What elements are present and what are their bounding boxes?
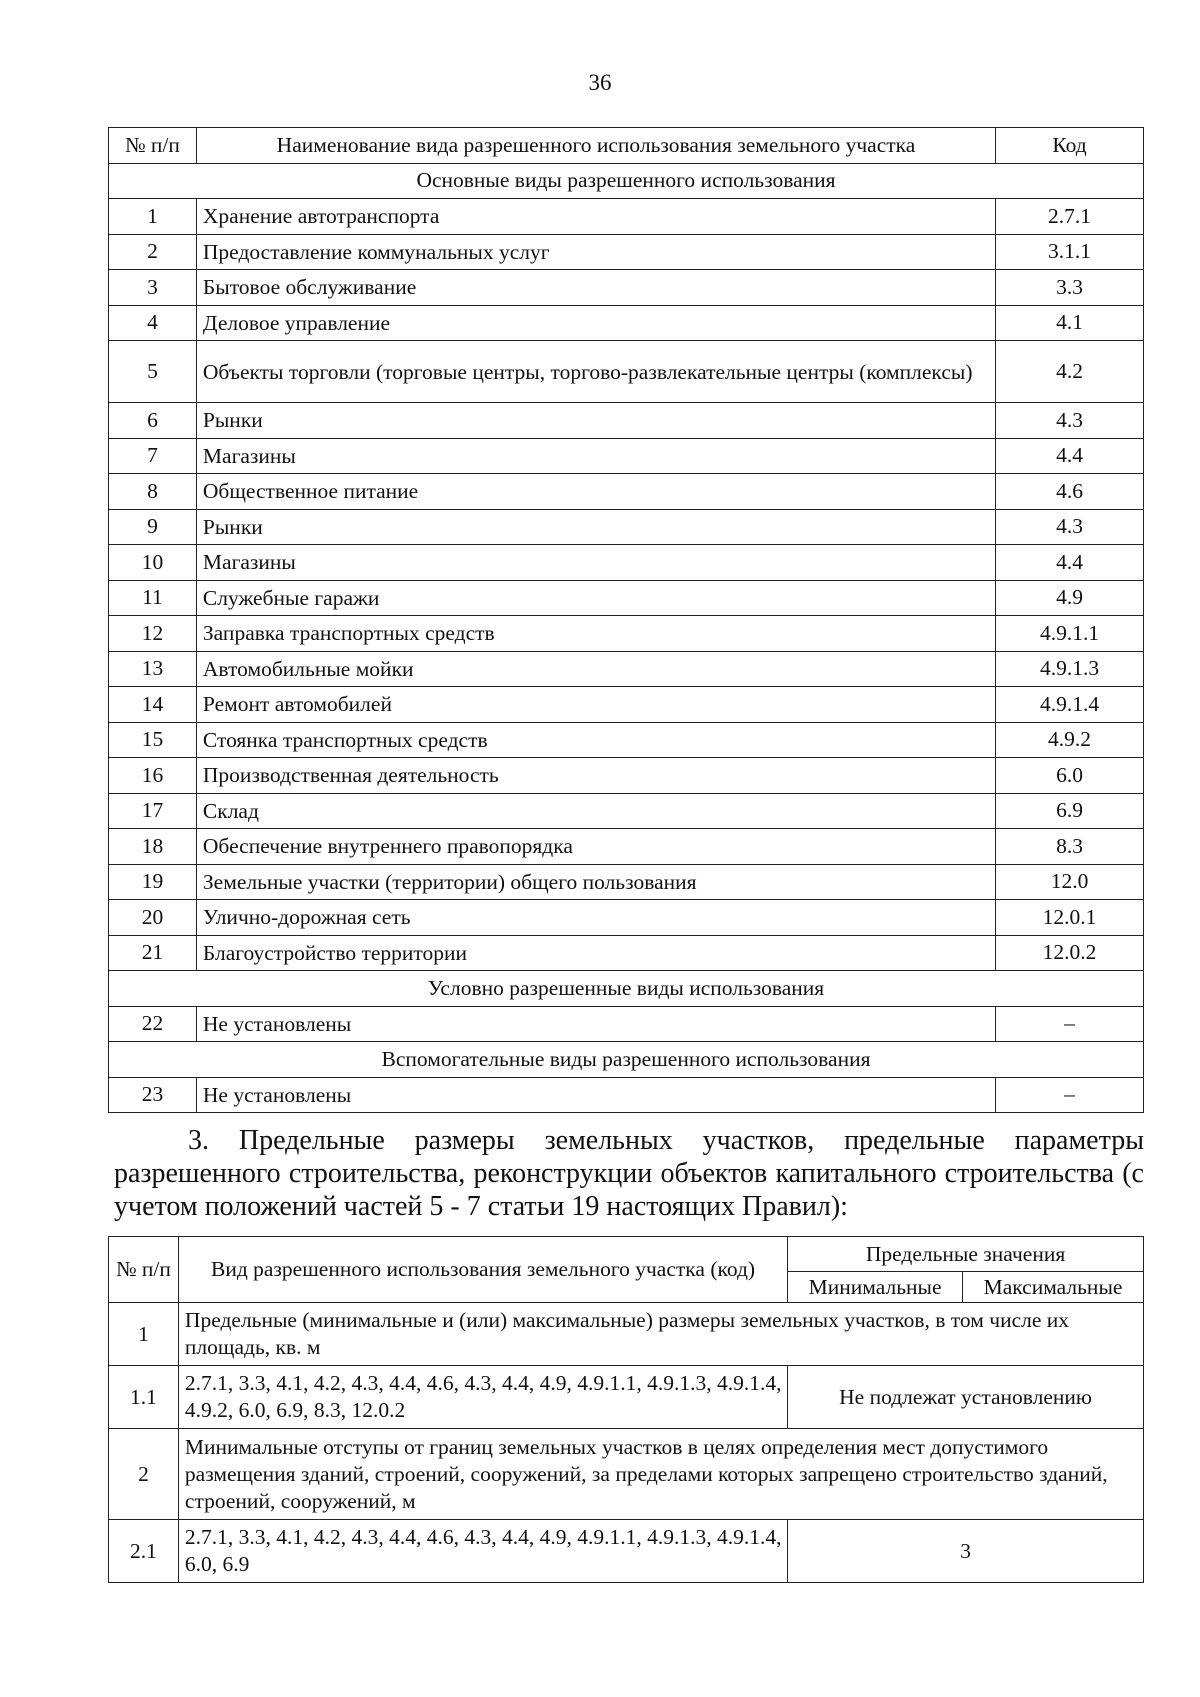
row-name: Не установлены	[196, 1077, 995, 1113]
header-code: Код	[996, 128, 1144, 164]
row-code: 4.4	[996, 545, 1144, 581]
row-num: 15	[109, 722, 197, 758]
row-num: 10	[109, 545, 197, 581]
row-num: 3	[109, 270, 197, 306]
row-num: 20	[109, 900, 197, 936]
row-code: 3.1.1	[996, 234, 1144, 270]
row-num: 16	[109, 758, 197, 794]
row-name: Земельные участки (территории) общего пользования	[196, 864, 995, 900]
row-num: 14	[109, 687, 197, 723]
row-code: 4.6	[996, 474, 1144, 510]
row-num: 5	[109, 341, 197, 403]
table-row	[109, 341, 1144, 403]
row-name: Рынки	[196, 403, 995, 439]
header-limits: Предельные значения	[788, 1237, 1144, 1272]
table-row	[109, 580, 1144, 616]
section-title: Вспомогательные виды разрешенного использования	[109, 1042, 1144, 1078]
row-name: Не установлены	[196, 1006, 995, 1042]
row-code: 2.7.1	[996, 199, 1144, 235]
table-row	[109, 722, 1144, 758]
table-row	[109, 545, 1144, 581]
row-num: 11	[109, 580, 197, 616]
row-code: 4.1	[996, 305, 1144, 341]
row-num: 18	[109, 829, 197, 865]
table-row	[109, 234, 1144, 270]
row-name: Деловое управление	[196, 305, 995, 341]
row-code: 4.4	[996, 438, 1144, 474]
row-name: Общественное питание	[196, 474, 995, 510]
row-name: Хранение автотранспорта	[196, 199, 995, 235]
section-row	[109, 1042, 1144, 1078]
row-code: 6.0	[996, 758, 1144, 794]
row-code: 12.0.1	[996, 900, 1144, 936]
row-name: Ремонт автомобилей	[196, 687, 995, 723]
table-row	[109, 758, 1144, 794]
table-row	[109, 793, 1144, 829]
row-code: 4.9	[996, 580, 1144, 616]
row-code: –	[996, 1077, 1144, 1113]
row-code: 6.9	[996, 793, 1144, 829]
row-name: Автомобильные мойки	[196, 651, 995, 687]
section-title: Основные виды разрешенного использования	[109, 163, 1144, 199]
row-code: 4.9.1.1	[996, 616, 1144, 652]
row-name: Объекты торговли (торговые центры, торгово-развлекательные центры (комплексы)	[196, 341, 995, 403]
row-code: –	[996, 1006, 1144, 1042]
table-row	[109, 403, 1144, 439]
row-value: 3	[788, 1520, 1144, 1583]
header-num: № п/п	[109, 1237, 179, 1303]
row-code: 3.3	[996, 270, 1144, 306]
row-name: Обеспечение внутреннего правопорядка	[196, 829, 995, 865]
row-code: 4.9.1.3	[996, 651, 1144, 687]
row-num: 9	[109, 509, 197, 545]
table-header-row	[109, 128, 1144, 164]
table-row	[109, 829, 1144, 865]
header-num: № п/п	[109, 128, 197, 164]
row-num: 1.1	[109, 1366, 179, 1429]
row-name: Предоставление коммунальных услуг	[196, 234, 995, 270]
row-text: Предельные (минимальные и (или) максимальные) размеры земельных участков, в том числе их площадь, кв. м	[178, 1303, 1143, 1366]
row-num: 17	[109, 793, 197, 829]
table-row	[109, 1077, 1144, 1113]
row-num: 1	[109, 1303, 179, 1366]
header-max: Максимальные	[963, 1272, 1144, 1303]
table-row	[109, 1303, 1144, 1366]
row-name: Благоустройство территории	[196, 935, 995, 971]
table-row	[109, 935, 1144, 971]
table-row	[109, 1366, 1144, 1429]
permitted-uses-body	[109, 163, 1144, 1113]
row-num: 2	[109, 1429, 179, 1520]
table-row	[109, 1520, 1144, 1583]
row-num: 21	[109, 935, 197, 971]
row-name: Магазины	[196, 438, 995, 474]
row-codes: 2.7.1, 3.3, 4.1, 4.2, 4.3, 4.4, 4.6, 4.3, 4.4, 4.9, 4.9.1.1, 4.9.1.3, 4.9.1.4, 4.9.2, 6.0, 6.9, 8.3, 12.0.2	[178, 1366, 787, 1429]
row-text: Минимальные отступы от границ земельных участков в целях определения мест допустимого размещения зданий, строений, сооружений, за пределами которых запрещено строительство зданий, строений, сооружений, м	[178, 1429, 1143, 1520]
page-number: 36	[588, 70, 612, 95]
row-name: Склад	[196, 793, 995, 829]
row-num: 8	[109, 474, 197, 510]
table-row	[109, 651, 1144, 687]
row-codes: 2.7.1, 3.3, 4.1, 4.2, 4.3, 4.4, 4.6, 4.3, 4.4, 4.9, 4.9.1.1, 4.9.1.3, 4.9.1.4, 6.0, 6.9	[178, 1520, 787, 1583]
row-code: 12.0.2	[996, 935, 1144, 971]
row-num: 6	[109, 403, 197, 439]
row-code: 4.3	[996, 403, 1144, 439]
row-num: 4	[109, 305, 197, 341]
row-name: Служебные гаражи	[196, 580, 995, 616]
row-name: Рынки	[196, 509, 995, 545]
row-name: Магазины	[196, 545, 995, 581]
row-num: 23	[109, 1077, 197, 1113]
permitted-uses-table	[108, 127, 1144, 1113]
row-code: 4.9.1.4	[996, 687, 1144, 723]
row-num: 2.1	[109, 1520, 179, 1583]
row-code: 8.3	[996, 829, 1144, 865]
row-num: 13	[109, 651, 197, 687]
row-num: 7	[109, 438, 197, 474]
table-row	[109, 687, 1144, 723]
table-row	[109, 900, 1144, 936]
row-code: 4.9.2	[996, 722, 1144, 758]
row-name: Производственная деятельность	[196, 758, 995, 794]
row-code: 4.3	[996, 509, 1144, 545]
section-row	[109, 163, 1144, 199]
table-row	[109, 509, 1144, 545]
table-header-row	[109, 1237, 1144, 1272]
row-name: Стоянка транспортных средств	[196, 722, 995, 758]
table-row	[109, 199, 1144, 235]
row-code: 4.2	[996, 341, 1144, 403]
row-num: 19	[109, 864, 197, 900]
row-num: 12	[109, 616, 197, 652]
header-kind: Вид разрешенного использования земельного участка (код)	[178, 1237, 787, 1303]
table-row	[109, 1429, 1144, 1520]
table-row	[109, 270, 1144, 306]
section-title: Условно разрешенные виды использования	[109, 971, 1144, 1007]
table-row	[109, 864, 1144, 900]
table-row	[109, 474, 1144, 510]
section-3-paragraph: 3. Предельные размеры земельных участков, предельные параметры разрешенного строительства, реконструкции объектов капитального строительства (с учетом положений частей 5 - 7 статьи 19 настоящих Правил):	[114, 1125, 1144, 1222]
section-row	[109, 971, 1144, 1007]
row-name: Улично-дорожная сеть	[196, 900, 995, 936]
header-min: Минимальные	[788, 1272, 963, 1303]
row-num: 1	[109, 199, 197, 235]
limit-parameters-table	[108, 1236, 1144, 1583]
table-row	[109, 438, 1144, 474]
table-row	[109, 616, 1144, 652]
table-row	[109, 305, 1144, 341]
header-name: Наименование вида разрешенного использования земельного участка	[196, 128, 995, 164]
row-code: 12.0	[996, 864, 1144, 900]
table-row	[109, 1006, 1144, 1042]
row-name: Заправка транспортных средств	[196, 616, 995, 652]
row-num: 22	[109, 1006, 197, 1042]
row-num: 2	[109, 234, 197, 270]
row-name: Бытовое обслуживание	[196, 270, 995, 306]
row-value: Не подлежат установлению	[788, 1366, 1144, 1429]
